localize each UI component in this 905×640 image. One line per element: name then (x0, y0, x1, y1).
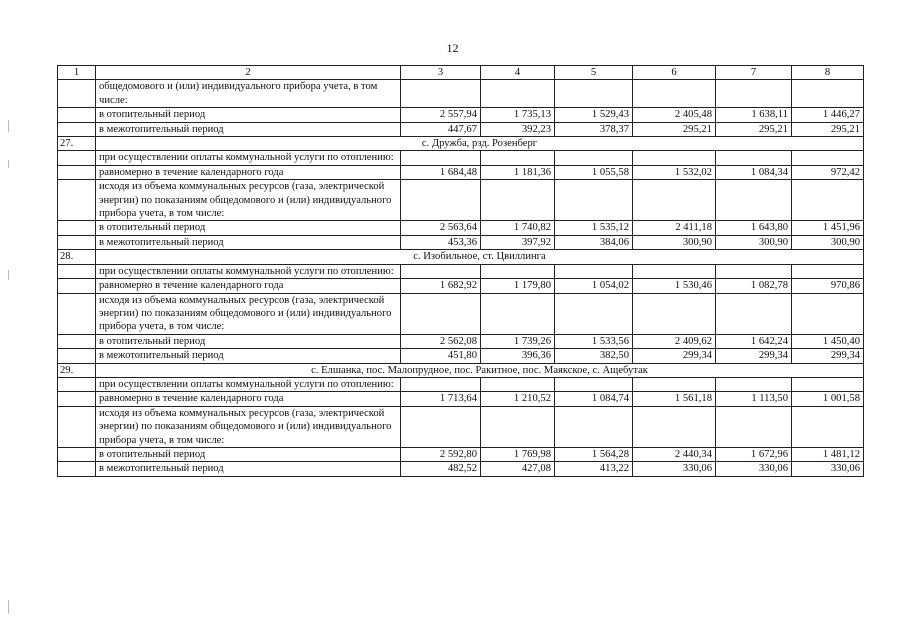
value-cell: 392,23 (481, 122, 555, 136)
value-cell: 1 001,58 (792, 392, 864, 406)
table-row (58, 447, 864, 461)
value-cell: 1 530,46 (633, 279, 716, 293)
value-cell: 1 084,74 (555, 392, 633, 406)
value-cell: 1 672,96 (716, 447, 792, 461)
value-cell: 382,50 (555, 349, 633, 363)
table-body (58, 66, 864, 477)
value-cell: 970,86 (792, 279, 864, 293)
section-number: 29. (58, 363, 96, 377)
row-description: исходя из объема коммунальных ресурсов (газа, электрической энергии) по показаниям общедомового и (или) индивидуального прибора учета, в том числе: (96, 293, 401, 334)
value-cell: 2 592,80 (401, 447, 481, 461)
value-cell: 1 739,26 (481, 334, 555, 348)
row-description: в отопительный период (96, 108, 401, 122)
tariff-table (57, 65, 864, 477)
header-cell: 6 (633, 66, 716, 80)
value-cell: 299,34 (792, 349, 864, 363)
value-cell: 453,36 (401, 235, 481, 249)
value-cell: 1 054,02 (555, 279, 633, 293)
value-cell: 1 638,11 (716, 108, 792, 122)
table-row (58, 462, 864, 476)
section-number: 27. (58, 137, 96, 151)
value-cell: 300,90 (792, 235, 864, 249)
section-header-row (58, 250, 864, 264)
row-description: исходя из объема коммунальных ресурсов (газа, электрической энергии) по показаниям общедомового и (или) индивидуального прибора учета, в том числе: (96, 180, 401, 221)
section-place: с. Дружба, рзд. Розенберг (96, 137, 864, 151)
row-description: в межотопительный период (96, 235, 401, 249)
row-description: при осуществлении оплаты коммунальной услуги по отоплению: (96, 377, 401, 391)
value-cell: 1 529,43 (555, 108, 633, 122)
section-place: с. Изобильное, ст. Цвиллинга (96, 250, 864, 264)
value-cell: 330,06 (716, 462, 792, 476)
margin-scan-mark (8, 600, 9, 614)
header-cell: 1 (58, 66, 96, 80)
table-row (58, 80, 864, 108)
value-cell: 330,06 (633, 462, 716, 476)
table-row (58, 406, 864, 447)
value-cell: 1 084,34 (716, 165, 792, 179)
value-cell: 1 210,52 (481, 392, 555, 406)
row-description: равномерно в течение календарного года (96, 165, 401, 179)
value-cell: 1 642,24 (716, 334, 792, 348)
section-number: 28. (58, 250, 96, 264)
header-cell: 7 (716, 66, 792, 80)
page-number: 12 (446, 41, 459, 55)
value-cell: 1 450,40 (792, 334, 864, 348)
value-cell: 972,42 (792, 165, 864, 179)
table-row (58, 349, 864, 363)
value-cell: 1 713,64 (401, 392, 481, 406)
value-cell: 1 082,78 (716, 279, 792, 293)
table-row (58, 392, 864, 406)
value-cell: 295,21 (716, 122, 792, 136)
value-cell: 1 682,92 (401, 279, 481, 293)
value-cell: 396,36 (481, 349, 555, 363)
value-cell: 1 481,12 (792, 447, 864, 461)
value-cell: 1 684,48 (401, 165, 481, 179)
value-cell: 482,52 (401, 462, 481, 476)
value-cell: 2 411,18 (633, 221, 716, 235)
value-cell: 1 181,36 (481, 165, 555, 179)
margin-scan-mark (8, 120, 9, 132)
value-cell: 384,06 (555, 235, 633, 249)
value-cell: 451,80 (401, 349, 481, 363)
table-row (58, 235, 864, 249)
value-cell: 1 451,96 (792, 221, 864, 235)
row-description: равномерно в течение календарного года (96, 392, 401, 406)
value-cell: 299,34 (716, 349, 792, 363)
value-cell: 1 533,56 (555, 334, 633, 348)
row-description: в межотопительный период (96, 349, 401, 363)
value-cell: 1 113,50 (716, 392, 792, 406)
value-cell: 2 405,48 (633, 108, 716, 122)
row-description: при осуществлении оплаты коммунальной услуги по отоплению: (96, 264, 401, 278)
header-cell: 8 (792, 66, 864, 80)
value-cell: 295,21 (633, 122, 716, 136)
table-row (58, 279, 864, 293)
value-cell: 1 735,13 (481, 108, 555, 122)
table-row (58, 108, 864, 122)
row-description: исходя из объема коммунальных ресурсов (газа, электрической энергии) по показаниям общедомового и (или) индивидуального прибора учета, в том числе: (96, 406, 401, 447)
section-header-row (58, 363, 864, 377)
header-cell: 4 (481, 66, 555, 80)
value-cell: 1 643,80 (716, 221, 792, 235)
value-cell: 1 769,98 (481, 447, 555, 461)
value-cell: 1 179,80 (481, 279, 555, 293)
value-cell: 1 446,27 (792, 108, 864, 122)
value-cell: 2 557,94 (401, 108, 481, 122)
table-row (58, 221, 864, 235)
value-cell: 413,22 (555, 462, 633, 476)
value-cell: 1 564,28 (555, 447, 633, 461)
table-row (58, 334, 864, 348)
margin-scan-mark (8, 160, 9, 168)
value-cell: 1 561,18 (633, 392, 716, 406)
table-row (58, 293, 864, 334)
header-cell: 5 (555, 66, 633, 80)
value-cell: 378,37 (555, 122, 633, 136)
value-cell: 2 563,64 (401, 221, 481, 235)
value-cell: 1 740,82 (481, 221, 555, 235)
table-row (58, 165, 864, 179)
value-cell: 427,08 (481, 462, 555, 476)
value-cell: 2 409,62 (633, 334, 716, 348)
value-cell: 295,21 (792, 122, 864, 136)
section-header-row (58, 137, 864, 151)
row-description: равномерно в течение календарного года (96, 279, 401, 293)
header-row (58, 66, 864, 80)
value-cell: 330,06 (792, 462, 864, 476)
table-row (58, 151, 864, 165)
value-cell: 1 055,58 (555, 165, 633, 179)
value-cell: 447,67 (401, 122, 481, 136)
table-row (58, 180, 864, 221)
header-cell: 2 (96, 66, 401, 80)
table-row (58, 264, 864, 278)
row-description: при осуществлении оплаты коммунальной услуги по отоплению: (96, 151, 401, 165)
row-description: в межотопительный период (96, 122, 401, 136)
row-description: в отопительный период (96, 447, 401, 461)
row-description: в отопительный период (96, 221, 401, 235)
value-cell: 1 532,02 (633, 165, 716, 179)
header-cell: 3 (401, 66, 481, 80)
row-description: общедомового и (или) индивидуального прибора учета, в том числе: (96, 80, 401, 108)
table-row (58, 377, 864, 391)
value-cell: 299,34 (633, 349, 716, 363)
section-place: с. Елшанка, пос. Малопрудное, пос. Ракитное, пос. Маякское, с. Ащебутак (96, 363, 864, 377)
value-cell: 1 535,12 (555, 221, 633, 235)
row-description: в межотопительный период (96, 462, 401, 476)
value-cell: 300,90 (716, 235, 792, 249)
value-cell: 2 440,34 (633, 447, 716, 461)
table-row (58, 122, 864, 136)
value-cell: 2 562,08 (401, 334, 481, 348)
value-cell: 300,90 (633, 235, 716, 249)
margin-scan-mark (8, 270, 9, 280)
value-cell: 397,92 (481, 235, 555, 249)
row-description: в отопительный период (96, 334, 401, 348)
